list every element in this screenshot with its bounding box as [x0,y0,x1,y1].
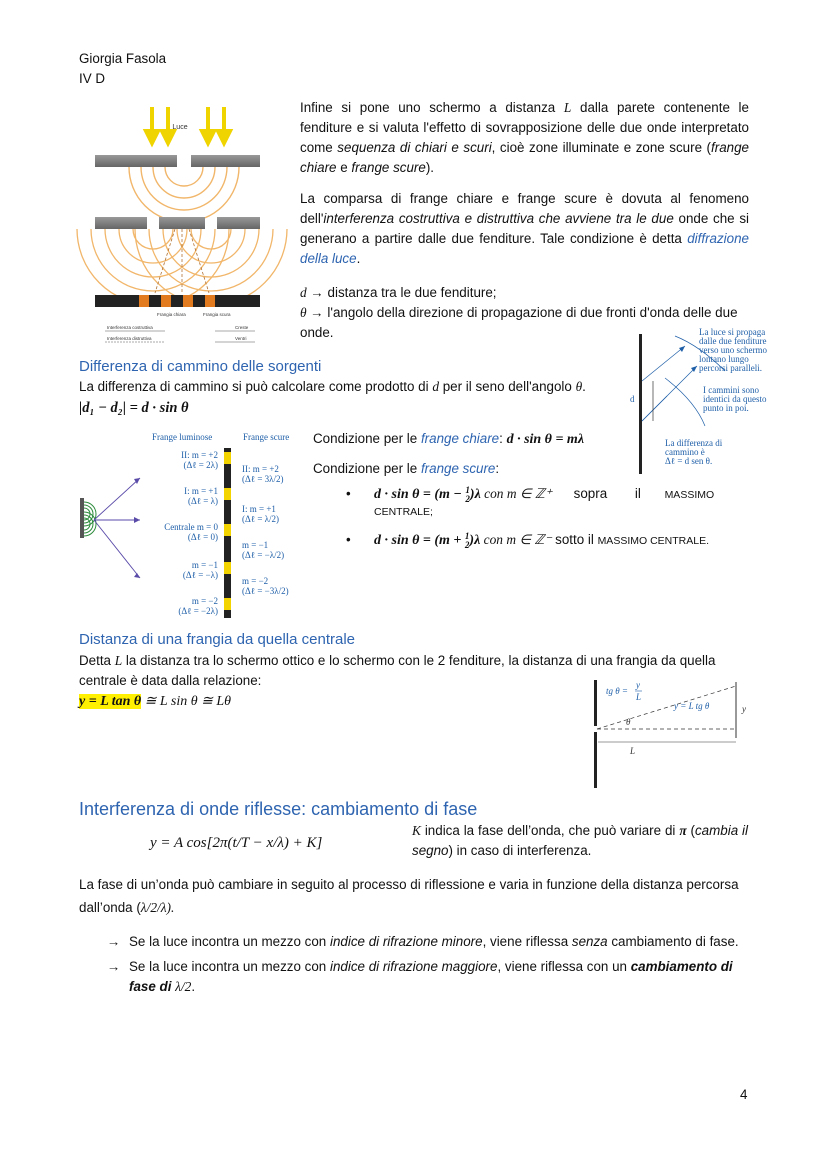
legend-costruttiva: Interferenza costruttiva [107,325,153,330]
svg-text:(Δℓ = 3λ/2): (Δℓ = 3λ/2) [242,474,284,484]
svg-text:dalle due fenditure: dalle due fenditure [699,336,767,346]
svg-text:La differenza di: La differenza di [665,438,723,448]
svg-text:(Δℓ = −λ): (Δℓ = −λ) [182,570,218,580]
fig4-eq-label: y = L tg θ [674,701,710,711]
svg-text:percorsi paralleli.: percorsi paralleli. [699,363,762,373]
svg-text:verso uno schermo: verso uno schermo [699,345,767,355]
author-name: Giorgia Fasola [79,51,167,66]
fig3-col2-title: Frange scure [243,432,290,442]
dark-conditions-list [340,484,752,551]
svg-text:(Δℓ = −3λ/2): (Δℓ = −3λ/2) [242,586,289,596]
legend-distruttiva: Interferenza distruttiva [107,336,152,341]
fig4-tg-label: tg θ = [606,686,628,696]
svg-text:y: y [636,680,640,690]
fig2-note-2 [703,385,767,413]
dark-condition-below: • d · sin θ = (m + 1 2)λ con m ∈ ℤ⁻ sotto il MASSIMO CENTRALE. [346,530,709,550]
light-arrows [146,107,230,143]
svg-text:m = −1: m = −1 [242,540,269,550]
svg-text:(Δℓ = 0): (Δℓ = 0) [187,532,218,542]
svg-text:m = −2: m = −2 [191,596,218,606]
intro-paragraph-2: La comparsa di frange chiare e frange scure è dovuta al fenomeno dell'interferenza costruttiva e distruttiva che avviene tra le due onde che si generano a partire dalle due fenditure. Tale condizione è detta diffrazione della luce. [300,191,749,267]
svg-text:(Δℓ = λ/2): (Δℓ = λ/2) [242,514,280,524]
header [79,49,166,89]
condition-dark: Condizione per le frange scure: [313,461,500,476]
path-difference-text: La differenza di cammino si può calcolare come prodotto di d per il seno dell'angolo θ. [79,379,586,394]
dark-condition-above: • d · sin θ = (m − 1 2)λ con m ∈ ℤ⁺ sopra il MASSIMO CENTRALE; [346,484,715,518]
legend-creste: Creste [235,325,249,330]
svg-text:Centrale m = 0: Centrale m = 0 [164,522,218,532]
section-title-path-difference: Differenza di cammino delle sorgenti [79,358,322,375]
fig2-note-1 [699,327,767,373]
svg-text:θ: θ [626,717,631,727]
double-slit-figure [95,103,260,345]
wave-equation: y = A cos[2π(t/T − x/λ) + K] [150,835,323,851]
class-label: IV D [79,71,106,87]
svg-text:L: L [630,746,636,756]
section-title-reflected-waves: Interferenza di onde riflesse: cambiamento di fase [79,799,478,819]
reflection-item-higher-index: → Se la luce incontra un mezzo con indice di rifrazione maggiore, viene riflessa con un cambiamento di fase di λ/2. [107,959,733,995]
svg-text:punto in poi.: punto in poi. [703,403,749,413]
d-definition: d → distanza tra le due fenditure; [300,285,497,300]
svg-text:lontano lungo: lontano lungo [699,354,749,364]
legend-ventri: Ventri [235,336,247,341]
reflection-item-lower-index: → Se la luce incontra un mezzo con indice di rifrazione minore, viene riflessa senza cambiamento di fase. [107,934,739,949]
svg-text:La luce si propaga: La luce si propaga [699,327,766,337]
page-number: 4 [740,1087,748,1102]
phase-k-text: K indica la fase dell’onda, che può variare di π (cambia il segno) in caso di interferenza. [412,823,748,859]
phase-change-paragraph: La fase di un’onda può cambiare in seguito al processo di riflessione e varia in funzione della distanza percorsa dall’onda (λ/2/λ). [79,877,739,916]
section-title-fringe-distance: Distanza di una frangia da quella centrale [79,631,356,648]
fringes-figure [80,428,305,620]
fringe-distance-formula: y = L tan θ ≅ L sin θ ≅ Lθ [79,694,232,709]
svg-text:(Δℓ = −λ/2): (Δℓ = −λ/2) [242,550,285,560]
theta-definition: θ → l'angolo della direzione di propagazione di due fronti d'onda delle due onde. [300,305,738,341]
svg-text:identici da questo: identici da questo [703,394,767,404]
svg-text:y: y [742,704,746,714]
diffrazione-term: diffrazione della luce [300,231,749,267]
svg-text:II: m = +2: II: m = +2 [181,450,218,460]
svg-text:m = −2: m = −2 [242,576,269,586]
svg-text:II: m = +2: II: m = +2 [242,464,279,474]
intro-paragraph-1: Infine si pone uno schermo a distanza L dalla parete contenente le fenditure e si valuta l'effetto di sovrapposizione delle due onde interpretato come sequenza di chiari e scuri, cioè zone illuminate e zone scure (frange chiare e frange scure). [300,100,749,176]
frangia-scura-label: Frangia scura [203,312,231,317]
fringe-distance-text: Detta L la distanza tra lo schermo ottico e lo schermo con le 2 fenditure, la distanza di una frangia da quella centrale è data dalla relazione: [79,653,716,689]
highlighted-formula: y = L tan θ [79,694,142,709]
svg-text:I: m = +1: I: m = +1 [184,486,218,496]
path-difference-formula: |d₁ − d₂| = d · sin θ [79,400,189,416]
svg-text:cammino è: cammino è [665,447,705,457]
reflection-list [79,932,751,1002]
condition-bright: Condizione per le frange chiare: d · sin θ = mλ [313,431,585,447]
svg-text:(Δℓ = −2λ): (Δℓ = −2λ) [178,606,218,616]
svg-text:L: L [636,692,642,702]
svg-text:I cammini sono: I cammini sono [703,385,759,395]
luce-label: Luce [172,124,188,131]
svg-text:I: m = +1: I: m = +1 [242,504,276,514]
svg-text:(Δℓ = λ): (Δℓ = λ) [187,496,218,506]
svg-text:Δℓ = d sen θ.: Δℓ = d sen θ. [665,456,713,466]
fringe-distance-figure [590,678,750,790]
svg-text:m = −1: m = −1 [191,560,218,570]
fig3-col1-title: Frange luminose [152,432,213,442]
svg-text:(Δℓ = 2λ): (Δℓ = 2λ) [183,460,218,470]
path-difference-figure [625,326,767,474]
svg-text:d: d [630,394,635,404]
frangia-chiara-label: Frangia chiara [157,312,186,317]
